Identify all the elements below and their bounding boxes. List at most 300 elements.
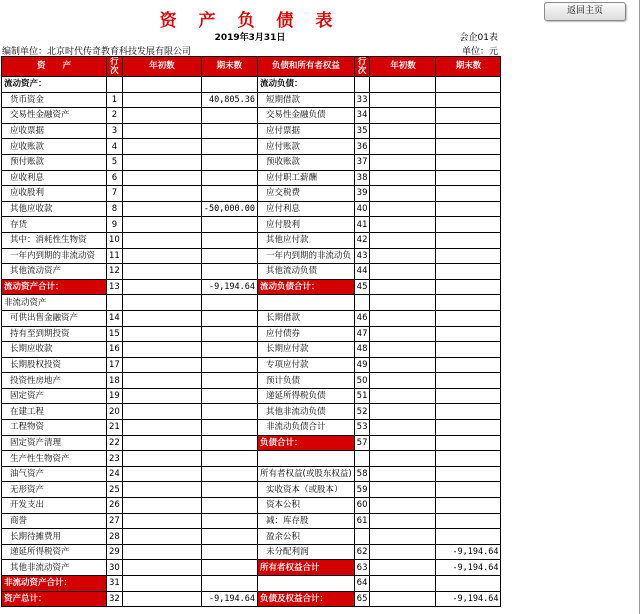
asset-name-cell[interactable]: 长期待摊费用 <box>2 529 107 545</box>
liability-ending-cell[interactable] <box>436 342 501 358</box>
asset-beginning-cell[interactable] <box>122 310 201 326</box>
liability-ending-cell[interactable] <box>436 310 501 326</box>
header-liabilities-equity: 负债和所有者权益 <box>258 57 355 77</box>
liability-beginning-cell[interactable] <box>370 373 436 389</box>
liability-line-no-cell[interactable]: 38 <box>354 170 370 186</box>
liability-ending-cell[interactable] <box>436 513 501 529</box>
asset-ending-cell[interactable] <box>201 264 257 280</box>
liability-name-cell[interactable]: 专项应付款 <box>258 357 355 373</box>
asset-name-cell[interactable]: 工程物资 <box>2 420 107 436</box>
liability-name-cell[interactable]: 其他流动负债 <box>258 264 355 280</box>
liability-ending-cell[interactable] <box>436 435 501 451</box>
liability-name-cell[interactable]: 实收资本（或股本） <box>258 482 355 498</box>
asset-line-no-cell[interactable]: 20 <box>107 404 123 420</box>
asset-name-cell[interactable]: 在建工程 <box>2 404 107 420</box>
liability-line-no-cell[interactable]: 53 <box>354 420 370 436</box>
asset-beginning-cell[interactable] <box>122 451 201 467</box>
asset-beginning-cell[interactable] <box>122 388 201 404</box>
asset-ending-cell[interactable] <box>201 544 257 560</box>
liability-beginning-cell[interactable] <box>370 544 436 560</box>
table-row <box>2 373 501 389</box>
asset-name-cell[interactable]: 资产总计： <box>2 591 107 607</box>
liability-line-no-cell[interactable]: 60 <box>354 498 370 514</box>
liability-name-cell[interactable] <box>258 295 355 311</box>
header-line-no: 行次 <box>107 57 123 77</box>
asset-line-no-cell[interactable]: 25 <box>107 482 123 498</box>
liability-line-no-cell[interactable]: 52 <box>354 404 370 420</box>
asset-line-no-cell[interactable]: 8 <box>107 201 123 217</box>
asset-ending-cell[interactable] <box>201 420 257 436</box>
liability-name-cell[interactable]: 递延所得税负债 <box>258 388 355 404</box>
liability-ending-cell[interactable] <box>436 482 501 498</box>
liability-ending-cell[interactable] <box>436 232 501 248</box>
asset-line-no-cell[interactable]: 11 <box>107 248 123 264</box>
asset-ending-cell[interactable] <box>201 357 257 373</box>
asset-line-no-cell[interactable]: 15 <box>107 326 123 342</box>
liability-beginning-cell[interactable] <box>370 435 436 451</box>
liability-beginning-cell[interactable] <box>370 310 436 326</box>
liability-name-cell[interactable]: 负债合计： <box>258 435 355 451</box>
liability-line-no-cell[interactable]: 57 <box>354 435 370 451</box>
liability-name-cell[interactable]: 减：库存股 <box>258 513 355 529</box>
liability-beginning-cell[interactable] <box>370 404 436 420</box>
liability-name-cell[interactable]: 负债及权益合计： <box>258 591 355 607</box>
liability-beginning-cell[interactable] <box>370 217 436 233</box>
liability-beginning-cell[interactable] <box>370 482 436 498</box>
asset-ending-cell[interactable] <box>201 248 257 264</box>
asset-name-cell[interactable]: 预付账款 <box>2 154 107 170</box>
liability-name-cell[interactable]: 非流动负债合计 <box>258 420 355 436</box>
liability-beginning-cell[interactable] <box>370 77 436 93</box>
asset-name-cell[interactable]: 其他流动资产 <box>2 264 107 280</box>
form-number: 会企01表 <box>459 33 498 43</box>
liability-name-cell[interactable]: 短期借款 <box>258 92 355 108</box>
liability-ending-cell[interactable] <box>436 264 501 280</box>
asset-beginning-cell[interactable] <box>122 108 201 124</box>
liability-beginning-cell[interactable] <box>370 264 436 280</box>
asset-beginning-cell[interactable] <box>122 498 201 514</box>
asset-name-cell[interactable]: 固定资产清理 <box>2 435 107 451</box>
asset-ending-cell[interactable] <box>201 326 257 342</box>
liability-name-cell[interactable] <box>258 576 355 592</box>
liability-line-no-cell[interactable] <box>354 529 370 545</box>
liability-ending-cell[interactable] <box>436 217 501 233</box>
asset-ending-cell[interactable] <box>201 217 257 233</box>
liability-name-cell[interactable] <box>258 451 355 467</box>
liability-name-cell[interactable]: 应付票据 <box>258 123 355 139</box>
asset-beginning-cell[interactable] <box>122 560 201 576</box>
asset-line-no-cell[interactable] <box>107 77 123 93</box>
liability-line-no-cell[interactable] <box>354 451 370 467</box>
asset-beginning-cell[interactable] <box>122 264 201 280</box>
asset-name-cell[interactable]: 投资性房地产 <box>2 373 107 389</box>
liability-ending-cell[interactable] <box>436 248 501 264</box>
liability-ending-cell[interactable] <box>436 295 501 311</box>
asset-line-no-cell[interactable]: 9 <box>107 217 123 233</box>
table-row <box>2 498 501 514</box>
liability-name-cell[interactable]: 预计负债 <box>258 373 355 389</box>
liability-ending-cell[interactable] <box>436 357 501 373</box>
liability-beginning-cell[interactable] <box>370 420 436 436</box>
asset-ending-cell[interactable]: -9,194.64 <box>201 279 257 295</box>
asset-line-no-cell[interactable]: 32 <box>107 591 123 607</box>
liability-line-no-cell[interactable]: 40 <box>354 201 370 217</box>
liability-line-no-cell[interactable]: 45 <box>354 279 370 295</box>
asset-name-cell[interactable]: 应收股利 <box>2 186 107 202</box>
asset-name-cell[interactable]: 其他应收款 <box>2 201 107 217</box>
asset-line-no-cell[interactable]: 14 <box>107 310 123 326</box>
asset-line-no-cell[interactable]: 28 <box>107 529 123 545</box>
table-row <box>2 295 501 311</box>
asset-ending-cell[interactable]: -50,000.00 <box>201 201 257 217</box>
asset-ending-cell[interactable] <box>201 139 257 155</box>
asset-beginning-cell[interactable] <box>122 513 201 529</box>
liability-line-no-cell[interactable]: 42 <box>354 232 370 248</box>
liability-name-cell[interactable]: 资本公积 <box>258 498 355 514</box>
asset-name-cell[interactable]: 生产性生物资产 <box>2 451 107 467</box>
asset-name-cell[interactable]: 存货 <box>2 217 107 233</box>
asset-line-no-cell[interactable]: 26 <box>107 498 123 514</box>
asset-ending-cell[interactable] <box>201 482 257 498</box>
table-row <box>2 92 501 108</box>
liability-beginning-cell[interactable] <box>370 591 436 607</box>
liability-line-no-cell[interactable]: 58 <box>354 466 370 482</box>
liability-ending-cell[interactable] <box>436 576 501 592</box>
asset-line-no-cell[interactable]: 24 <box>107 466 123 482</box>
liability-ending-cell[interactable] <box>436 529 501 545</box>
asset-ending-cell[interactable] <box>201 373 257 389</box>
liability-line-no-cell[interactable]: 51 <box>354 388 370 404</box>
liability-ending-cell[interactable] <box>436 498 501 514</box>
asset-beginning-cell[interactable] <box>122 435 201 451</box>
liability-ending-cell[interactable] <box>436 92 501 108</box>
liability-line-no-cell[interactable]: 41 <box>354 217 370 233</box>
liability-beginning-cell[interactable] <box>370 295 436 311</box>
asset-ending-cell[interactable] <box>201 170 257 186</box>
liability-beginning-cell[interactable] <box>370 186 436 202</box>
asset-beginning-cell[interactable] <box>122 420 201 436</box>
asset-name-cell[interactable]: 其中：消耗性生物资 <box>2 232 107 248</box>
liability-line-no-cell[interactable]: 61 <box>354 513 370 529</box>
asset-ending-cell[interactable] <box>201 498 257 514</box>
liability-ending-cell[interactable] <box>436 154 501 170</box>
asset-beginning-cell[interactable] <box>122 342 201 358</box>
asset-name-cell[interactable]: 开发支出 <box>2 498 107 514</box>
liability-name-cell[interactable]: 流动负债： <box>258 77 355 93</box>
asset-line-no-cell[interactable]: 4 <box>107 139 123 155</box>
asset-line-no-cell[interactable]: 5 <box>107 154 123 170</box>
asset-ending-cell[interactable] <box>201 435 257 451</box>
asset-line-no-cell[interactable]: 1 <box>107 92 123 108</box>
liability-beginning-cell[interactable] <box>370 232 436 248</box>
asset-beginning-cell[interactable] <box>122 544 201 560</box>
liability-ending-cell[interactable] <box>436 123 501 139</box>
asset-ending-cell[interactable] <box>201 576 257 592</box>
liability-line-no-cell[interactable]: 43 <box>354 248 370 264</box>
liability-beginning-cell[interactable] <box>370 466 436 482</box>
asset-name-cell[interactable]: 商誉 <box>2 513 107 529</box>
liability-name-cell[interactable]: 应交税费 <box>258 186 355 202</box>
liability-beginning-cell[interactable] <box>370 139 436 155</box>
liability-beginning-cell[interactable] <box>370 560 436 576</box>
asset-line-no-cell[interactable]: 31 <box>107 576 123 592</box>
asset-line-no-cell[interactable]: 7 <box>107 186 123 202</box>
asset-beginning-cell[interactable] <box>122 279 201 295</box>
liability-beginning-cell[interactable] <box>370 529 436 545</box>
asset-beginning-cell[interactable] <box>122 591 201 607</box>
liability-name-cell[interactable]: 一年内到期的非流动负 <box>258 248 355 264</box>
asset-ending-cell[interactable] <box>201 77 257 93</box>
asset-name-cell[interactable]: 长期股权投资 <box>2 357 107 373</box>
liability-ending-cell[interactable] <box>436 404 501 420</box>
asset-name-cell[interactable]: 应收利息 <box>2 170 107 186</box>
asset-beginning-cell[interactable] <box>122 357 201 373</box>
liability-ending-cell[interactable] <box>436 77 501 93</box>
table-row <box>2 388 501 404</box>
asset-beginning-cell[interactable] <box>122 466 201 482</box>
asset-ending-cell[interactable] <box>201 123 257 139</box>
asset-beginning-cell[interactable] <box>122 123 201 139</box>
liability-line-no-cell[interactable]: 65 <box>354 591 370 607</box>
asset-beginning-cell[interactable] <box>122 482 201 498</box>
liability-beginning-cell[interactable] <box>370 279 436 295</box>
liability-ending-cell[interactable] <box>436 201 501 217</box>
liability-line-no-cell[interactable]: 35 <box>354 123 370 139</box>
asset-line-no-cell[interactable]: 22 <box>107 435 123 451</box>
table-row <box>2 529 501 545</box>
liability-name-cell[interactable]: 所有者权益合计 <box>258 560 355 576</box>
liability-beginning-cell[interactable] <box>370 342 436 358</box>
asset-line-no-cell[interactable]: 18 <box>107 373 123 389</box>
liability-beginning-cell[interactable] <box>370 576 436 592</box>
asset-name-cell[interactable]: 无形资产 <box>2 482 107 498</box>
asset-name-cell[interactable]: 非流动资产 <box>2 295 107 311</box>
asset-ending-cell[interactable] <box>201 451 257 467</box>
asset-ending-cell[interactable] <box>201 513 257 529</box>
asset-line-no-cell[interactable]: 6 <box>107 170 123 186</box>
liability-line-no-cell[interactable]: 36 <box>354 139 370 155</box>
liability-name-cell[interactable]: 其他非流动负债 <box>258 404 355 420</box>
liability-line-no-cell[interactable]: 44 <box>354 264 370 280</box>
asset-name-cell[interactable]: 递延所得税资产 <box>2 544 107 560</box>
asset-line-no-cell[interactable]: 23 <box>107 451 123 467</box>
asset-name-cell[interactable]: 应收账款 <box>2 139 107 155</box>
asset-beginning-cell[interactable] <box>122 201 201 217</box>
liability-name-cell[interactable]: 其他应付款 <box>258 232 355 248</box>
asset-line-no-cell[interactable] <box>107 295 123 311</box>
asset-beginning-cell[interactable] <box>122 529 201 545</box>
asset-name-cell[interactable]: 长期应收款 <box>2 342 107 358</box>
liability-line-no-cell[interactable]: 47 <box>354 326 370 342</box>
liability-ending-cell[interactable] <box>436 451 501 467</box>
table-row <box>2 451 501 467</box>
asset-beginning-cell[interactable] <box>122 170 201 186</box>
liability-beginning-cell[interactable] <box>370 154 436 170</box>
header-ending-right: 期末数 <box>436 57 501 77</box>
liability-name-cell[interactable]: 应付利息 <box>258 201 355 217</box>
table-row <box>2 591 501 607</box>
liability-name-cell[interactable]: 应付股利 <box>258 217 355 233</box>
liability-name-cell[interactable]: 所有者权益(或股东权益) <box>258 466 355 482</box>
liability-name-cell[interactable]: 盈余公积 <box>258 529 355 545</box>
liability-name-cell[interactable]: 交易性金融负债 <box>258 108 355 124</box>
asset-beginning-cell[interactable] <box>122 373 201 389</box>
asset-ending-cell[interactable] <box>201 108 257 124</box>
table-row <box>2 420 501 436</box>
liability-ending-cell[interactable] <box>436 170 501 186</box>
asset-beginning-cell[interactable] <box>122 154 201 170</box>
asset-ending-cell[interactable] <box>201 232 257 248</box>
asset-line-no-cell[interactable]: 12 <box>107 264 123 280</box>
header-row <box>2 57 501 77</box>
asset-ending-cell[interactable] <box>201 295 257 311</box>
asset-ending-cell[interactable] <box>201 529 257 545</box>
return-home-button[interactable]: 返回主页 <box>544 2 626 21</box>
asset-beginning-cell[interactable] <box>122 326 201 342</box>
asset-ending-cell[interactable] <box>201 310 257 326</box>
table-row <box>2 342 501 358</box>
asset-name-cell[interactable]: 非流动资产合计： <box>2 576 107 592</box>
liability-ending-cell[interactable] <box>436 420 501 436</box>
asset-ending-cell[interactable] <box>201 342 257 358</box>
liability-line-no-cell[interactable]: 39 <box>354 186 370 202</box>
liability-ending-cell[interactable] <box>436 388 501 404</box>
asset-name-cell[interactable]: 固定资产 <box>2 388 107 404</box>
liability-line-no-cell[interactable] <box>354 77 370 93</box>
asset-name-cell[interactable]: 可供出售金融资产 <box>2 310 107 326</box>
asset-name-cell[interactable]: 流动资产： <box>2 77 107 93</box>
table-row <box>2 248 501 264</box>
liability-ending-cell[interactable] <box>436 139 501 155</box>
asset-line-no-cell[interactable]: 16 <box>107 342 123 358</box>
liability-beginning-cell[interactable] <box>370 388 436 404</box>
liability-ending-cell[interactable] <box>436 466 501 482</box>
liability-beginning-cell[interactable] <box>370 498 436 514</box>
asset-name-cell[interactable]: 一年内到期的非流动资 <box>2 248 107 264</box>
asset-name-cell[interactable]: 交易性金融资产 <box>2 108 107 124</box>
asset-beginning-cell[interactable] <box>122 139 201 155</box>
asset-beginning-cell[interactable] <box>122 248 201 264</box>
liability-name-cell[interactable]: 应付职工薪酬 <box>258 170 355 186</box>
table-row <box>2 232 501 248</box>
organization-label: 编制单位：北京时代传奇教育科技发展有限公司 <box>2 47 192 57</box>
table-row <box>2 310 501 326</box>
liability-ending-cell[interactable] <box>436 279 501 295</box>
liability-beginning-cell[interactable] <box>370 357 436 373</box>
liability-beginning-cell[interactable] <box>370 170 436 186</box>
asset-line-no-cell[interactable]: 19 <box>107 388 123 404</box>
asset-name-cell[interactable]: 流动资产合计： <box>2 279 107 295</box>
liability-beginning-cell[interactable] <box>370 326 436 342</box>
liability-line-no-cell[interactable]: 59 <box>354 482 370 498</box>
asset-name-cell[interactable]: 货币资金 <box>2 92 107 108</box>
asset-line-no-cell[interactable]: 30 <box>107 560 123 576</box>
liability-ending-cell[interactable]: -9,194.64 <box>436 560 501 576</box>
asset-line-no-cell[interactable]: 2 <box>107 108 123 124</box>
liability-ending-cell[interactable] <box>436 186 501 202</box>
liability-name-cell[interactable]: 长期应付款 <box>258 342 355 358</box>
liability-line-no-cell[interactable]: 50 <box>354 373 370 389</box>
balance-sheet-table <box>1 56 501 607</box>
liability-ending-cell[interactable] <box>436 373 501 389</box>
asset-ending-cell[interactable] <box>201 388 257 404</box>
asset-name-cell[interactable]: 其他非流动资产 <box>2 560 107 576</box>
asset-line-no-cell[interactable]: 17 <box>107 357 123 373</box>
liability-beginning-cell[interactable] <box>370 108 436 124</box>
liability-line-no-cell[interactable]: 34 <box>354 108 370 124</box>
asset-beginning-cell[interactable] <box>122 295 201 311</box>
asset-ending-cell[interactable] <box>201 186 257 202</box>
asset-ending-cell[interactable] <box>201 466 257 482</box>
asset-ending-cell[interactable] <box>201 560 257 576</box>
liability-line-no-cell[interactable]: 48 <box>354 342 370 358</box>
asset-name-cell[interactable]: 应收票据 <box>2 123 107 139</box>
liability-line-no-cell[interactable]: 63 <box>354 560 370 576</box>
asset-line-no-cell[interactable]: 29 <box>107 544 123 560</box>
liability-line-no-cell[interactable]: 33 <box>354 92 370 108</box>
asset-name-cell[interactable]: 持有至到期投资 <box>2 326 107 342</box>
liability-beginning-cell[interactable] <box>370 92 436 108</box>
liability-name-cell[interactable]: 长期借款 <box>258 310 355 326</box>
report-date: 2019年3月31日 <box>214 33 286 43</box>
asset-line-no-cell[interactable]: 21 <box>107 420 123 436</box>
table-row <box>2 404 501 420</box>
asset-beginning-cell[interactable] <box>122 77 201 93</box>
liability-beginning-cell[interactable] <box>370 451 436 467</box>
asset-ending-cell[interactable]: -9,194.64 <box>201 591 257 607</box>
liability-beginning-cell[interactable] <box>370 201 436 217</box>
liability-name-cell[interactable]: 流动负债合计： <box>258 279 355 295</box>
asset-line-no-cell[interactable]: 3 <box>107 123 123 139</box>
liability-beginning-cell[interactable] <box>370 513 436 529</box>
asset-beginning-cell[interactable] <box>122 576 201 592</box>
asset-line-no-cell[interactable]: 27 <box>107 513 123 529</box>
liability-ending-cell[interactable] <box>436 326 501 342</box>
asset-beginning-cell[interactable] <box>122 217 201 233</box>
liability-line-no-cell[interactable]: 46 <box>354 310 370 326</box>
asset-line-no-cell[interactable]: 10 <box>107 232 123 248</box>
asset-ending-cell[interactable] <box>201 404 257 420</box>
asset-beginning-cell[interactable] <box>122 232 201 248</box>
liability-line-no-cell[interactable]: 49 <box>354 357 370 373</box>
table-row <box>2 544 501 560</box>
table-row <box>2 217 501 233</box>
liability-ending-cell[interactable] <box>436 108 501 124</box>
liability-line-no-cell[interactable]: 37 <box>354 154 370 170</box>
liability-line-no-cell[interactable]: 64 <box>354 576 370 592</box>
asset-ending-cell[interactable]: 40,805.36 <box>201 92 257 108</box>
asset-beginning-cell[interactable] <box>122 404 201 420</box>
asset-beginning-cell[interactable] <box>122 186 201 202</box>
asset-name-cell[interactable]: 油气资产 <box>2 466 107 482</box>
liability-line-no-cell[interactable] <box>354 295 370 311</box>
asset-ending-cell[interactable] <box>201 154 257 170</box>
liability-name-cell[interactable]: 预收账款 <box>258 154 355 170</box>
liability-beginning-cell[interactable] <box>370 248 436 264</box>
liability-line-no-cell[interactable]: 62 <box>354 544 370 560</box>
liability-name-cell[interactable]: 未分配利润 <box>258 544 355 560</box>
liability-ending-cell[interactable]: -9,194.64 <box>436 544 501 560</box>
header-beginning-right: 年初数 <box>370 57 436 77</box>
liability-name-cell[interactable]: 应付债券 <box>258 326 355 342</box>
table-row <box>2 154 501 170</box>
header-assets: 资 产 <box>2 57 107 77</box>
liability-ending-cell[interactable]: -9,194.64 <box>436 591 501 607</box>
asset-line-no-cell[interactable]: 13 <box>107 279 123 295</box>
asset-beginning-cell[interactable] <box>122 92 201 108</box>
liability-beginning-cell[interactable] <box>370 123 436 139</box>
liability-name-cell[interactable]: 应付账款 <box>258 139 355 155</box>
